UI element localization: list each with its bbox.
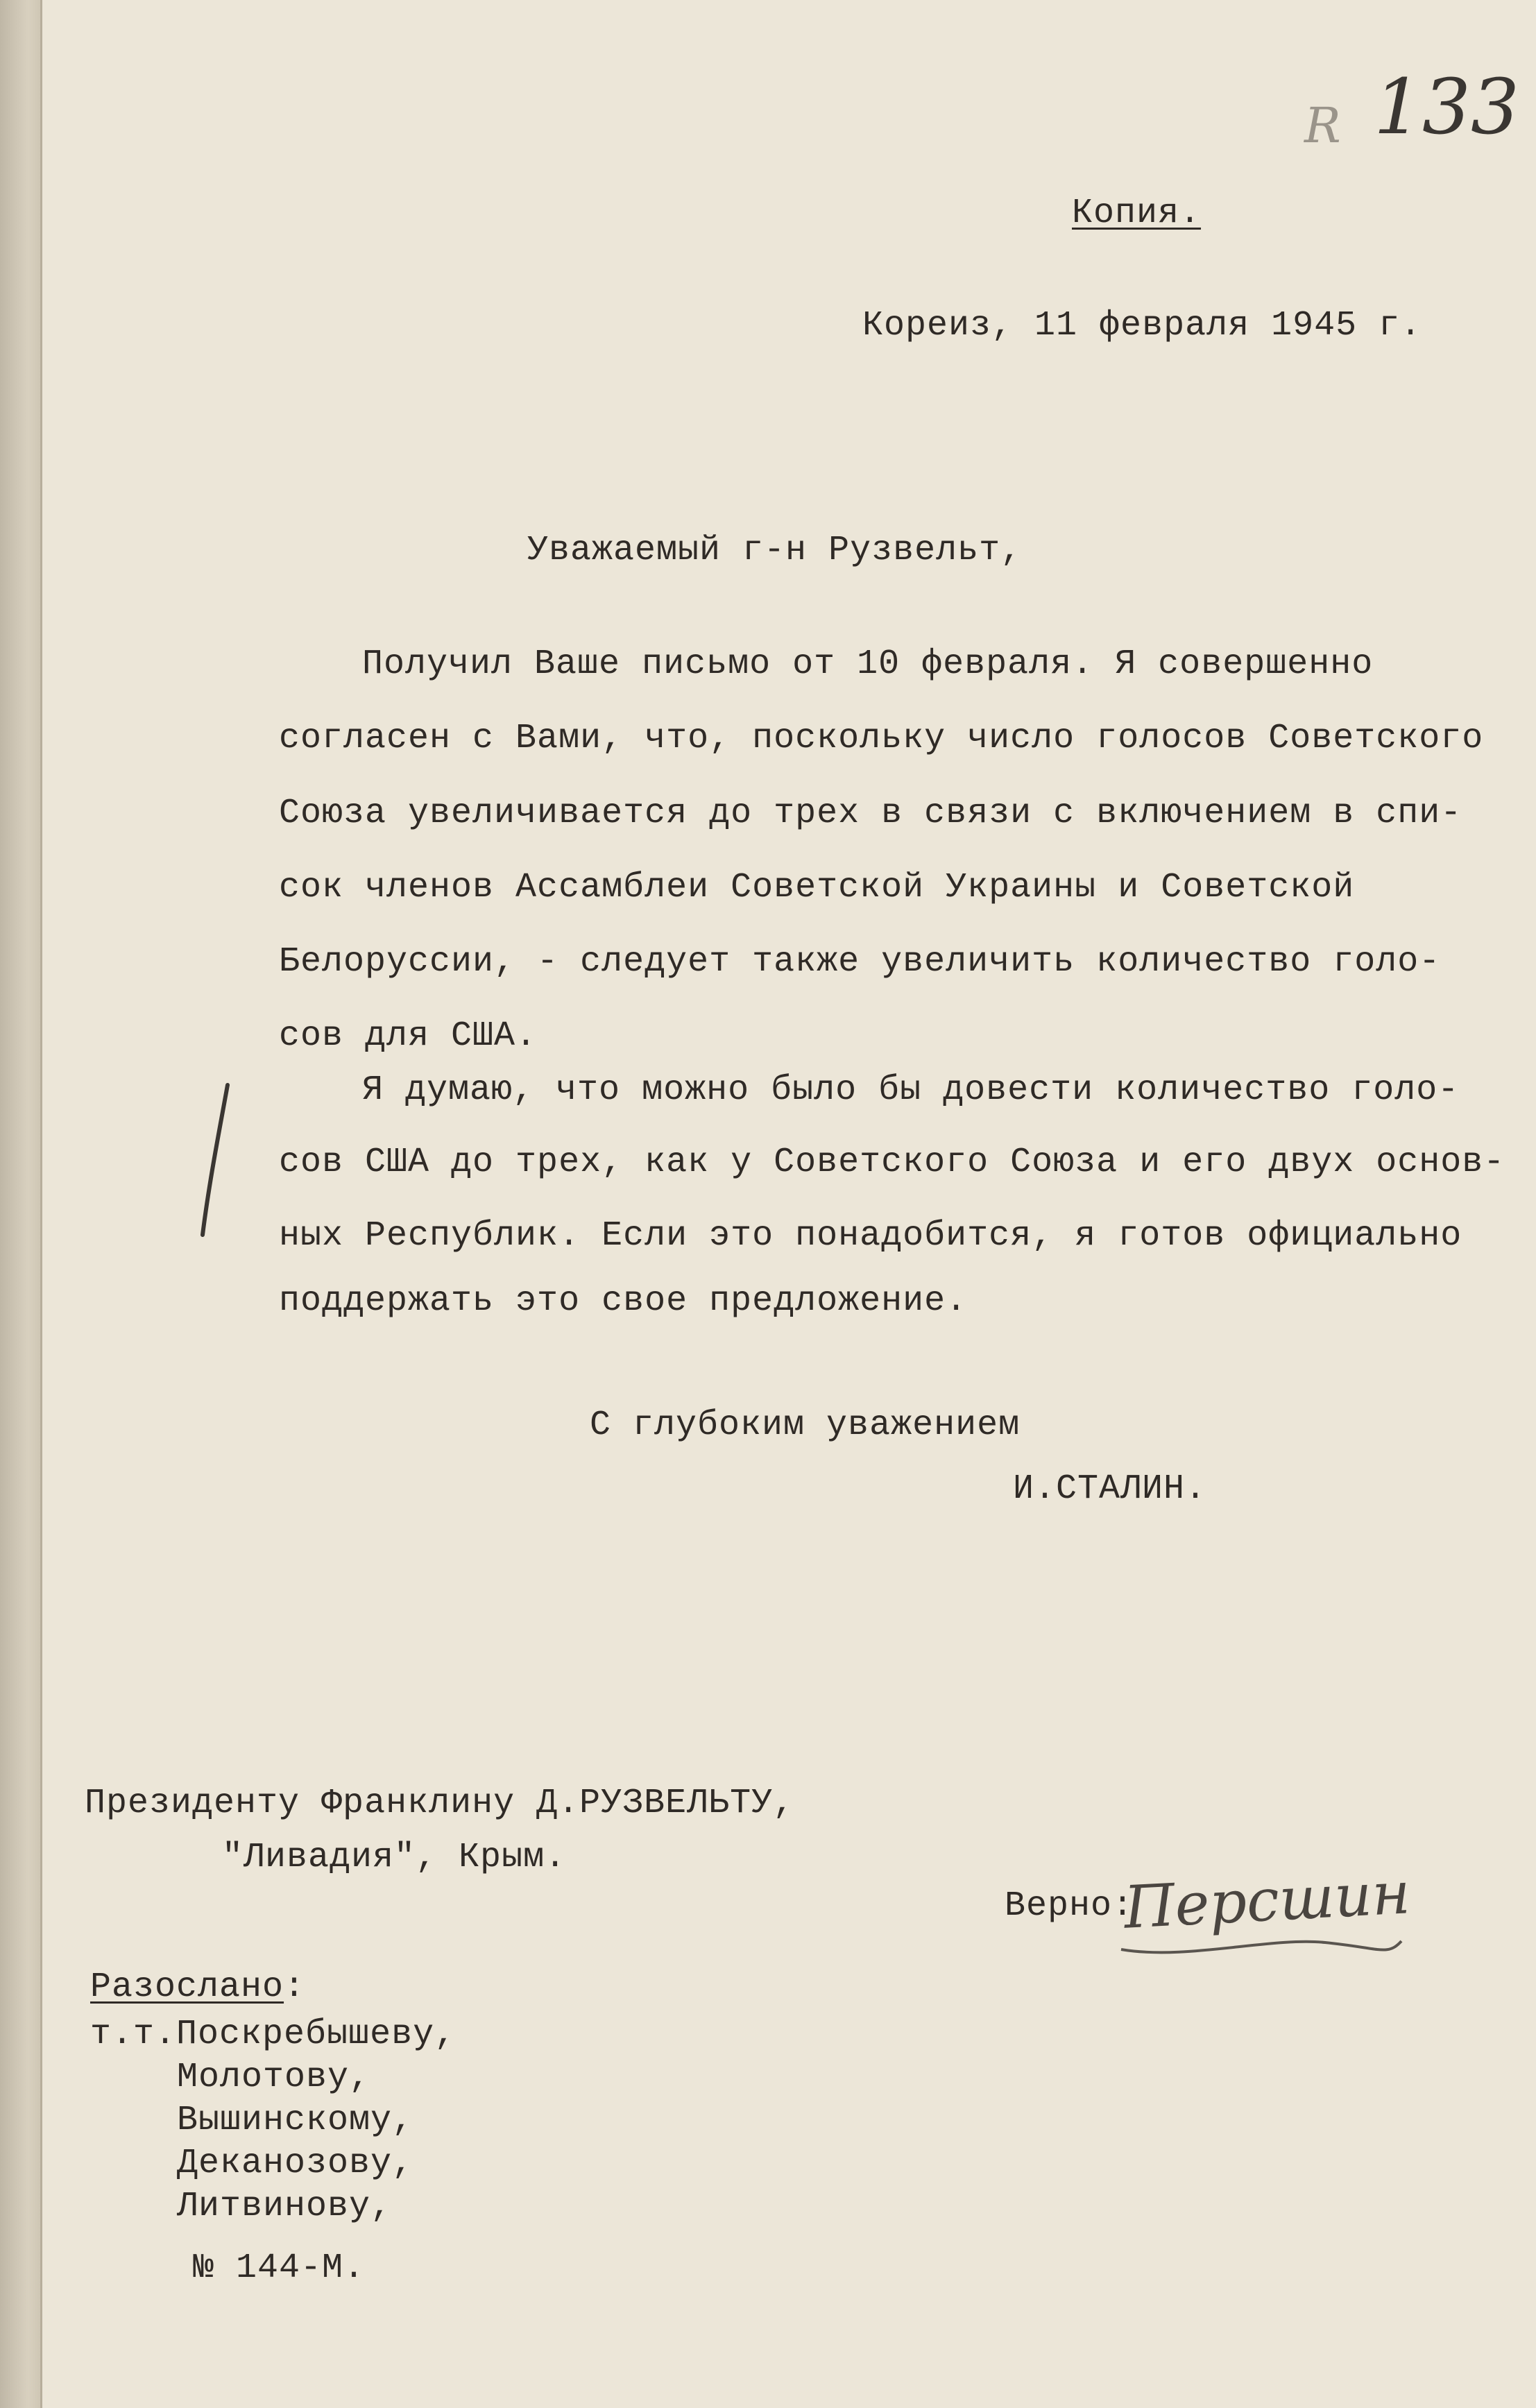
distribution-label-text: Разослано — [90, 1967, 284, 2007]
recipient: Деканозову, — [177, 2144, 414, 2183]
body-line: Получил Ваше письмо от 10 февраля. Я совершенно — [362, 644, 1374, 684]
closing: С глубоким уважением — [590, 1406, 1021, 1445]
archive-mark: R — [1304, 97, 1341, 154]
body-line: ных Республик. Если это понадобится, я готов официально — [279, 1216, 1462, 1256]
recipient: Литвинову, — [177, 2187, 393, 2226]
body-line: сов для США. — [279, 1016, 538, 1056]
body-line: сок членов Ассамблеи Советской Украины и Советской — [279, 868, 1355, 907]
distribution-label — [90, 1967, 305, 2008]
recipient: Вышинскому, — [177, 2101, 414, 2140]
addressee-location: "Ливадия", Крым. — [222, 1838, 567, 1877]
archive-number: 133 — [1374, 62, 1519, 151]
margin-pen-mark — [194, 1082, 236, 1242]
body-line: поддержать это свое предложение. — [279, 1281, 968, 1321]
recipient: т.т.Поскребышеву, — [90, 2015, 456, 2054]
copy-label: Копия. — [1072, 194, 1202, 233]
body-line: сов США до трех, как у Советского Союза и его двух основ- — [279, 1143, 1505, 1182]
body-line: согласен с Вами, что, поскольку число голосов Советского — [279, 719, 1484, 758]
signature-underline — [1117, 1922, 1408, 1970]
body-line: Белоруссии, - следует также увеличить количество голо- — [279, 942, 1441, 982]
recipient: Молотову, — [177, 2058, 371, 2097]
body-line: Союза увеличивается до трех в связи с включением в спи- — [279, 794, 1462, 833]
distribution-colon: : — [284, 1967, 306, 2007]
body-line: Я думаю, что можно было бы довести количество голо- — [362, 1070, 1460, 1110]
document-number: № 144-М. — [193, 2248, 366, 2288]
certification-label: Верно: — [1005, 1886, 1134, 1926]
addressee-line: Президенту Франклину Д.РУЗВЕЛЬТУ, — [85, 1784, 795, 1823]
salutation: Уважаемый г-н Рузвельт, — [527, 531, 1023, 570]
certification-signature: Пеpсшин — [1122, 1859, 1413, 1942]
page-edge — [40, 0, 42, 2408]
binding-spine — [0, 0, 40, 2408]
dateline: Кореиз, 11 февраля 1945 г. — [862, 306, 1422, 345]
signature: И.СТАЛИН. — [1013, 1469, 1207, 1509]
